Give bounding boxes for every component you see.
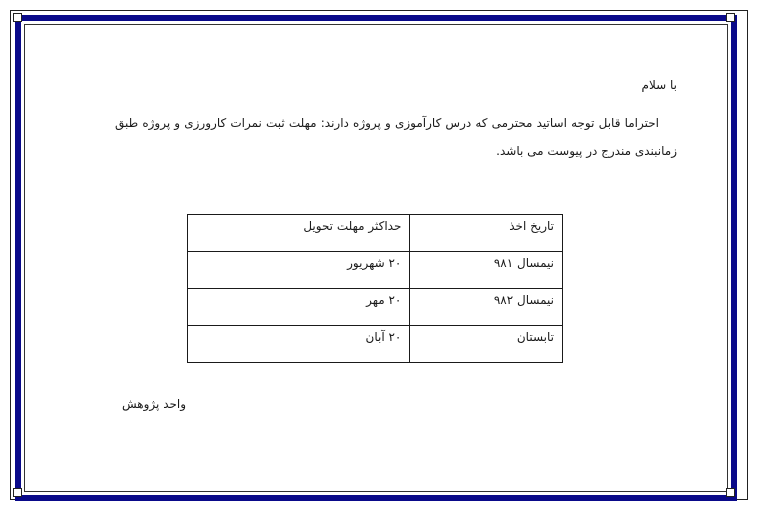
table-cell-term: تابستان [410, 326, 563, 363]
table-cell-deadline: ۲۰ آبان [188, 326, 410, 363]
table-header-row [188, 215, 563, 252]
letter-signature: واحد پژوهش [122, 397, 187, 411]
table-header-cell: حداکثر مهلت تحویل [188, 215, 410, 252]
table-row [188, 326, 563, 363]
corner-ornament-bottom-right [726, 488, 735, 497]
letter-body: احتراما قابل توجه اساتید محترمی که درس کارآموزی و پروژه دارند: مهلت ثبت نمرات کارورزی و پروژه طبق زمانبندی مندرج در پیوست می باشد. [115, 116, 677, 158]
deadline-table [187, 214, 563, 363]
table-cell-deadline: ۲۰ شهریور [188, 252, 410, 289]
table-row [188, 252, 563, 289]
table-cell-term: نیمسال ۹۸۱ [410, 252, 563, 289]
corner-ornament-top-left [13, 13, 22, 22]
table-row [188, 289, 563, 326]
table-header-cell: تاریخ اخذ [410, 215, 563, 252]
table-cell-term: نیمسال ۹۸۲ [410, 289, 563, 326]
corner-ornament-top-right [726, 13, 735, 22]
table-cell-deadline: ۲۰ مهر [188, 289, 410, 326]
corner-ornament-bottom-left [13, 488, 22, 497]
letter-greeting: با سلام [641, 78, 677, 92]
